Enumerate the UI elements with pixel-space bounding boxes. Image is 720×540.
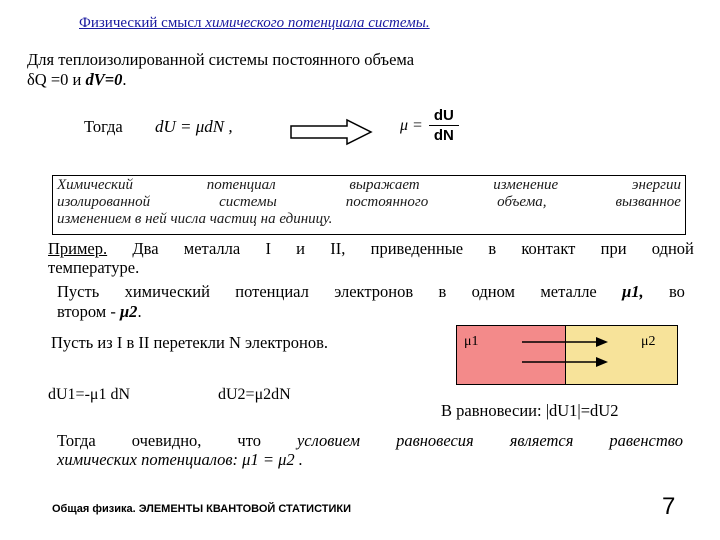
ex-word: при <box>600 239 627 258</box>
ex-word: приведенные <box>370 239 464 258</box>
pot-second: втором - <box>57 302 116 321</box>
definition-line3: изменением в ней числа частиц на единицу. <box>57 211 333 227</box>
definition-line1 <box>57 177 681 194</box>
formula-mu-lhs: μ = <box>400 116 423 134</box>
then-label: Тогда <box>84 117 123 136</box>
ex-word: одной <box>651 239 694 258</box>
def-word: потенциал <box>206 177 276 193</box>
intro-text <box>27 50 414 90</box>
def-word: системы <box>219 194 277 210</box>
con-word: равенство <box>609 431 683 450</box>
potential-paragraph <box>57 282 685 322</box>
formula-numerator: dU <box>433 107 454 124</box>
conclusion-line1 <box>57 431 683 450</box>
equilibrium-text: В равновесии: |dU1|=dU2 <box>441 401 619 420</box>
def-word: объема, <box>497 194 547 210</box>
pot-word: во <box>668 282 685 301</box>
def-word: вызванное <box>615 194 681 210</box>
pot-word: Пусть <box>57 282 100 301</box>
ex-word: металла <box>183 239 241 258</box>
pot-word: химический <box>124 282 210 301</box>
example-label: Пример. <box>48 239 108 258</box>
pot-word: металле <box>540 282 597 301</box>
ex-word: I <box>265 239 271 258</box>
pot-word: потенциал <box>235 282 309 301</box>
formula-denominator: dN <box>433 127 454 144</box>
con-word: очевидно, <box>131 431 202 450</box>
example-line2: температуре. <box>48 258 140 277</box>
con-word: Тогда <box>57 431 96 450</box>
title-plain: Физический смысл <box>79 15 202 31</box>
pot-word: электронов <box>334 282 414 301</box>
def-word: изолированной <box>57 194 151 210</box>
ex-word: и <box>296 239 306 258</box>
right-arrow-icon <box>289 118 375 146</box>
electron-flow-arrows-icon <box>520 333 610 373</box>
conclusion-line2: химических потенциалов: μ1 = μ2 . <box>57 450 303 469</box>
potential-line1 <box>57 282 685 302</box>
transfer-text: Пусть из I в II перетекли N электронов. <box>51 333 329 352</box>
pot-word: одном <box>471 282 515 301</box>
ex-word: в <box>488 239 497 258</box>
intro-period: . <box>122 70 127 89</box>
def-word: Химический <box>57 177 134 193</box>
def-word: выражает <box>349 177 420 193</box>
formula-du: dU = μdN , <box>155 117 233 136</box>
slide-title <box>79 15 430 32</box>
intro-line1: Для теплоизолированной системы постоянного объема <box>27 50 415 69</box>
def-word: постоянного <box>345 194 429 210</box>
ex-word: контакт <box>521 239 576 258</box>
page-number: 7 <box>662 493 676 520</box>
conclusion-paragraph <box>57 431 683 469</box>
definition-line2 <box>57 194 681 211</box>
pot-period: . <box>137 302 142 321</box>
intro-condition-q: δQ =0 и <box>27 70 82 89</box>
def-word: энергии <box>631 177 681 193</box>
example-paragraph <box>48 239 694 277</box>
example-line1 <box>48 239 694 258</box>
mu1-label: μ1 <box>464 334 479 349</box>
con-word: что <box>237 431 261 450</box>
def-word: изменение <box>493 177 559 193</box>
ex-word: Два <box>132 239 159 258</box>
con-word: равновесия <box>396 431 474 450</box>
title-italic: химического потенциала системы. <box>205 15 430 31</box>
mu2-label: μ2 <box>641 334 656 349</box>
con-word: условием <box>296 431 361 450</box>
pot-mu2: μ2 <box>120 302 138 321</box>
fraction-bar <box>429 125 459 126</box>
intro-condition-v: dV=0 <box>85 70 123 89</box>
intro-line2 <box>27 70 414 90</box>
footer-text: Общая физика. ЭЛЕМЕНТЫ КВАНТОВОЙ СТАТИСТИКИ <box>52 503 351 515</box>
du1-formula: dU1=-μ1 dN <box>48 386 131 403</box>
formula-fraction <box>429 107 459 144</box>
du2-formula: dU2=μ2dN <box>218 386 291 403</box>
con-word: является <box>509 431 574 450</box>
potential-line2 <box>57 302 685 322</box>
pot-mu1: μ1, <box>622 282 644 301</box>
ex-word: II, <box>330 239 346 258</box>
pot-word: в <box>438 282 447 301</box>
formula-mu <box>400 107 459 144</box>
definition-box <box>52 175 686 235</box>
